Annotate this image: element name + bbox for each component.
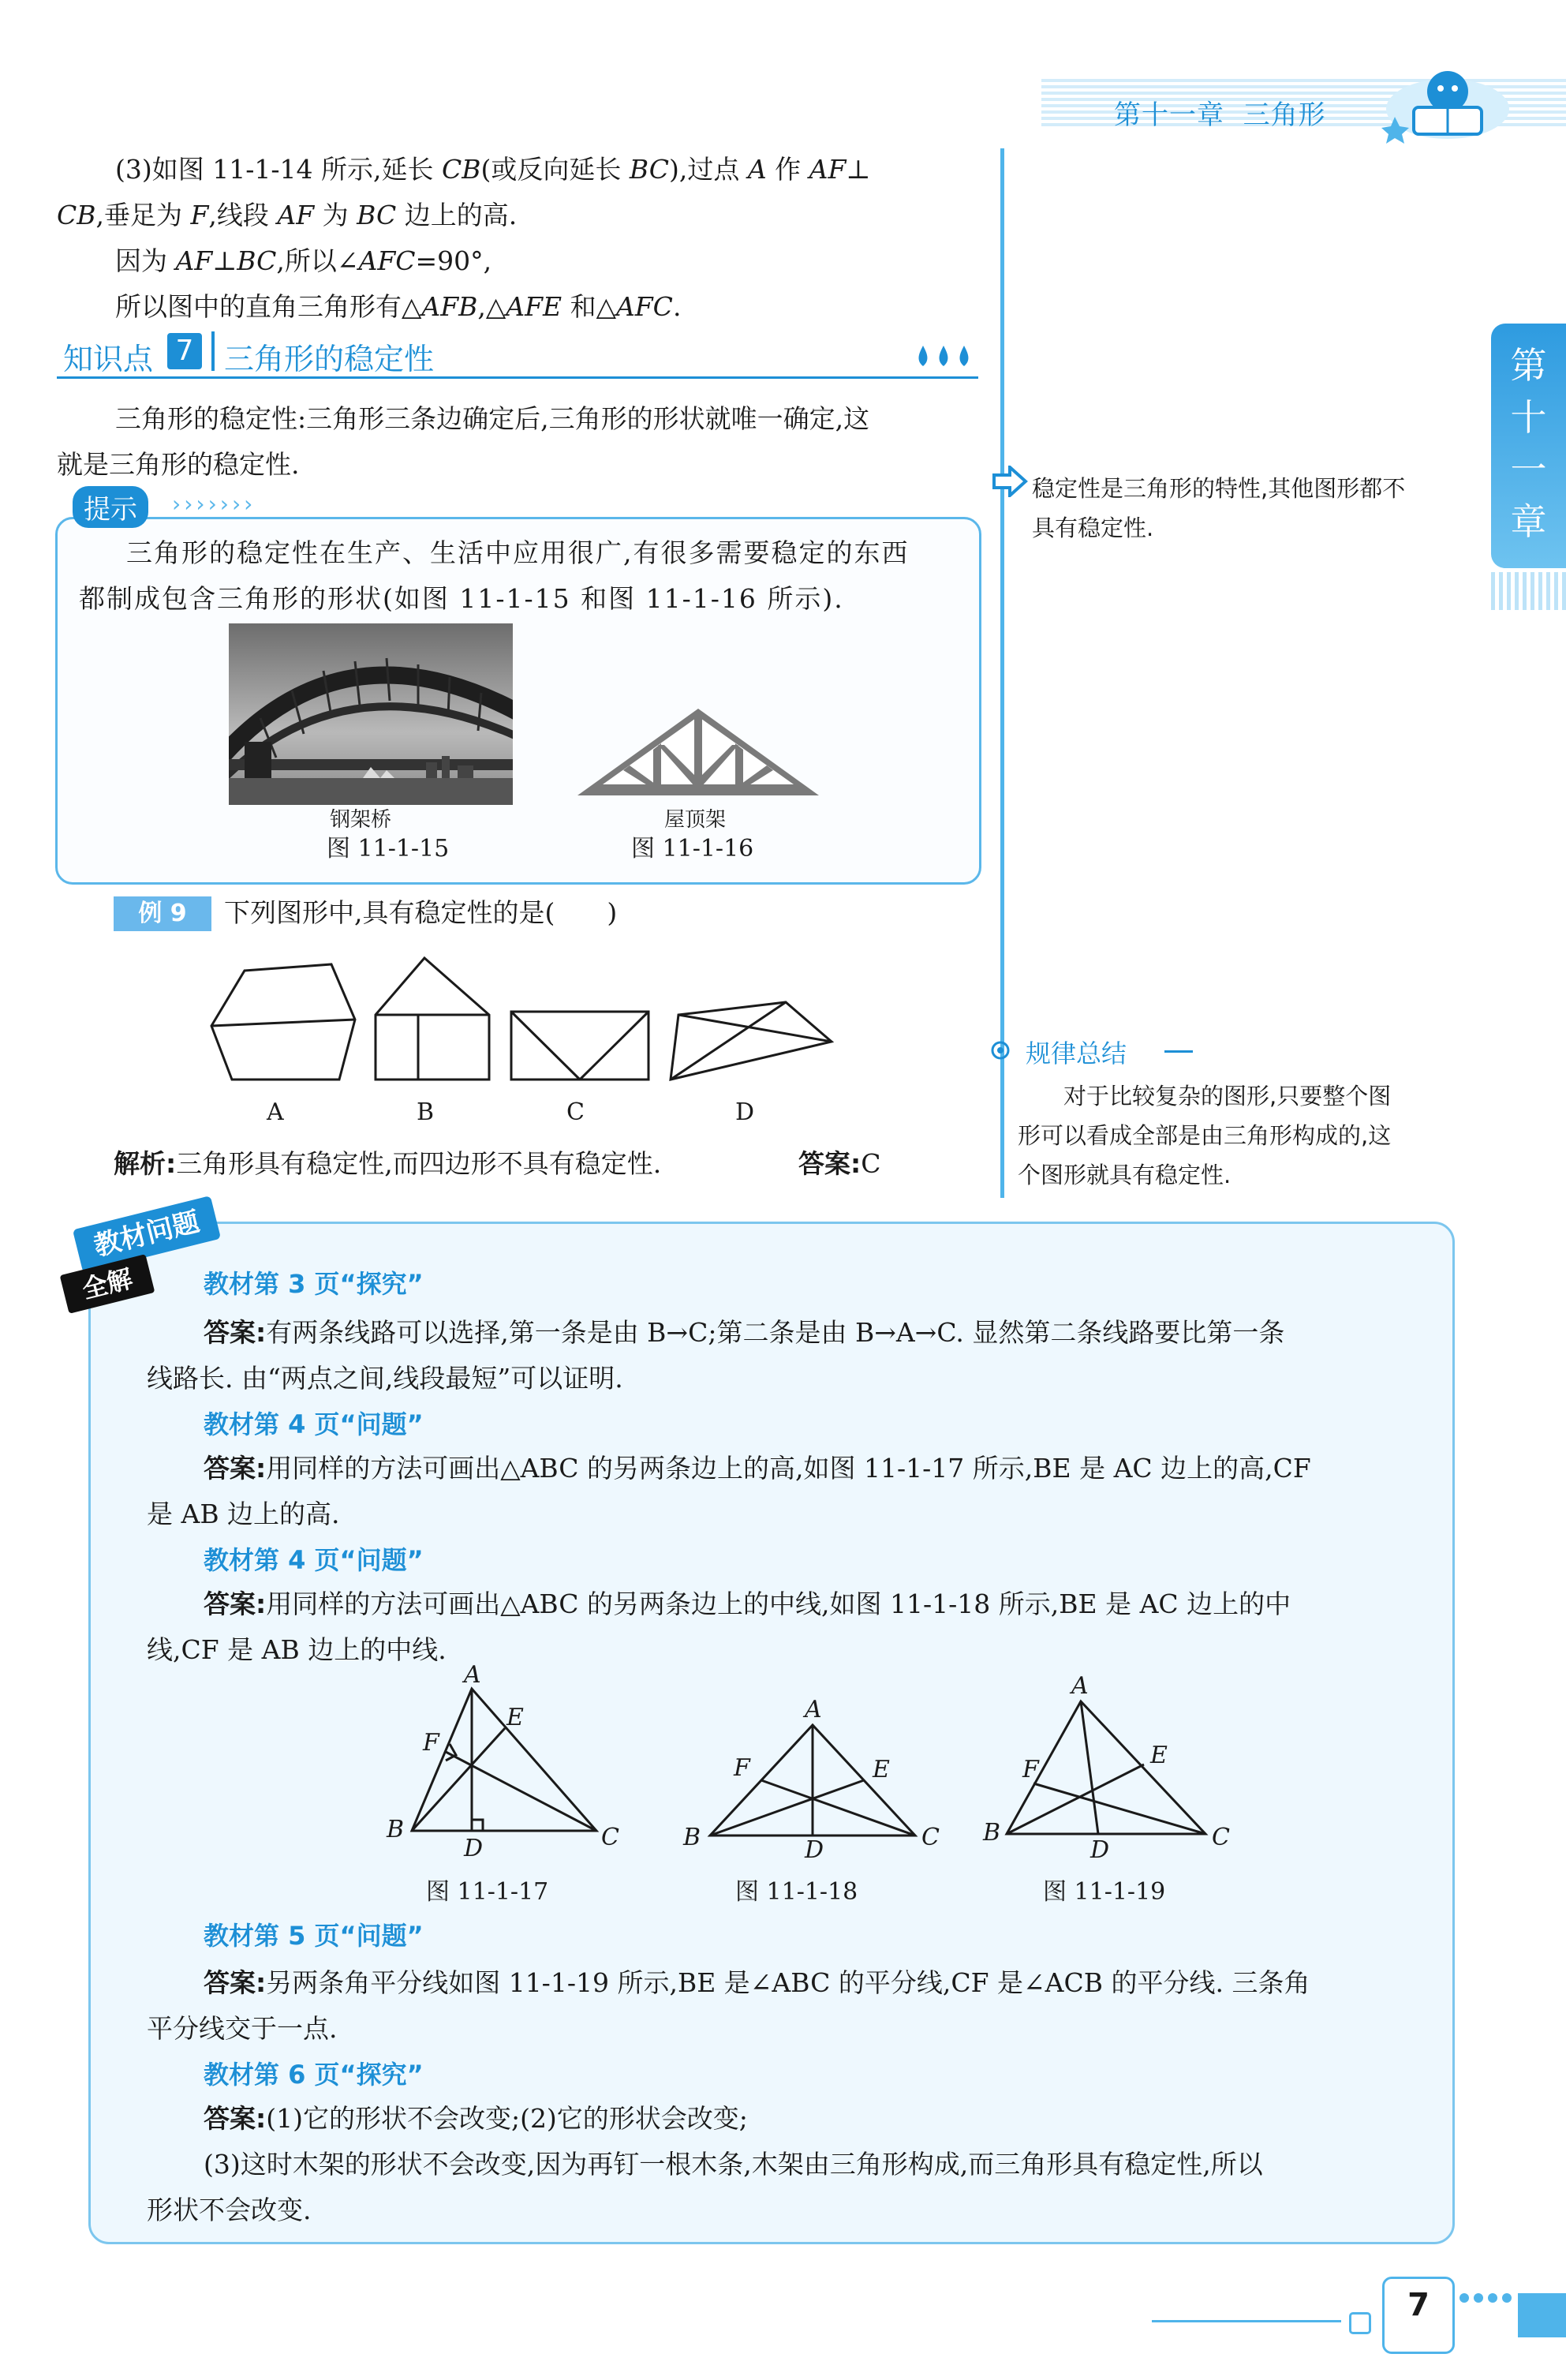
reading-mascot-icon [1373,62,1523,144]
option-c-label: C [566,1098,585,1126]
fig17-label-f: F [423,1729,439,1757]
rule-text-line: 形可以看成全部是由三角形构成的,这 [1018,1122,1392,1149]
photo-figure-number: 图 11-1-15 [327,835,450,863]
fig17-label-a: A [464,1665,481,1689]
text-line-1: (3)如图 11-1-14 所示,延长 CB(或反向延长 BC),过点 A 作 AF⊥ [115,154,871,185]
section-title-p3: 教材第 3 页“探究” [204,1269,424,1299]
fig19-label-f: F [1022,1756,1039,1783]
knowledge-point-number: 7 [167,333,202,369]
textbook-badge: 教材问题 [73,1196,221,1273]
option-b-label: B [417,1098,435,1126]
example-label: 例 9 [114,896,211,931]
fig17-label-e: E [506,1704,524,1731]
photo-caption: 钢架桥 [330,808,392,832]
section-p6-line-3: 形状不会改变. [147,2195,312,2225]
analysis-text: 三角形具有稳定性,而四边形不具有稳定性. [176,1148,662,1179]
rule-title: 规律总结 [1026,1038,1127,1068]
fig18-label-e: E [873,1756,890,1783]
example-answer [798,1141,880,1187]
fig17-label-b: B [387,1816,405,1843]
roof-truss-diagram [576,704,820,799]
chapter-tab-char: 章 [1510,500,1547,543]
arrow-right-icon [991,466,1029,497]
section-p5-line-1: 答案:另两条角平分线如图 11-1-19 所示,BE 是∠ABC 的平分线,CF 是∠ACB 的平分线. 三条角 [204,1967,1310,1998]
text-line-4: 所以图中的直角三角形有△AFB,△AFE 和△AFC. [115,291,682,322]
section-p4b-line-1: 答案:用同样的方法可画出△ABC 的另两条边上的中线,如图 11-1-18 所示,BE 是 AC 边上的中 [204,1589,1291,1619]
chapter-tab[interactable] [1491,324,1566,568]
heading-separator [211,331,215,371]
figure-11-1-19-caption: 图 11-1-19 [1043,1878,1166,1906]
section-p6-line-2: (3)这时木架的形状不会改变,因为再钉一根木条,木架由三角形构成,而三角形具有稳定性,所以 [204,2149,1263,2180]
section-title-p6: 教材第 6 页“探究” [204,2060,424,2090]
knowledge-point-heading [57,331,978,374]
fig17-label-c: C [601,1824,619,1851]
section-p6-line-1: 答案:(1)它的形状不会改变;(2)它的形状会改变; [204,2103,748,2134]
sidebar-note-line: 稳定性是三角形的特性,其他图形都不 [1032,475,1406,502]
fig17-label-d: D [464,1835,484,1862]
definition-line-2: 就是三角形的稳定性. [57,449,300,480]
hint-line-2: 都制成包含三角形的形状(如图 11-1-15 和图 11-1-16 所示). [79,583,844,614]
hint-arrows-icon: ››››››› [172,491,256,517]
sidebar-note [1032,469,1405,548]
chapter-tab-char: 十 [1510,396,1547,439]
footer-dots-icon [1458,2290,1566,2337]
chapter-label: 第十一章 [1114,99,1224,131]
truss-caption: 屋顶架 [664,808,727,832]
knowledge-point-label: 知识点 [63,342,154,376]
text-line-3: 因为 AF⊥BC,所以∠AFC=90°, [115,245,492,276]
chapter-name: 三角形 [1243,99,1326,131]
fig19-label-e: E [1150,1742,1168,1769]
footer-square-icon [1349,2312,1371,2334]
section-title-p4-altitudes: 教材第 4 页“问题” [204,1409,424,1439]
figure-11-1-18-caption: 图 11-1-18 [735,1878,858,1906]
analysis-label: 解析: [114,1148,177,1179]
footer-line [1152,2320,1341,2322]
example-question: 下列图形中,具有稳定性的是( ) [224,897,618,928]
fig19-label-c: C [1212,1824,1230,1851]
fig19-label-a: A [1071,1672,1089,1700]
chapter-tab-char: 一 [1510,448,1547,491]
section-p3-line-2: 线路长. 由“两点之间,线段最短”可以证明. [147,1363,623,1394]
heading-underline [57,376,978,379]
fig18-label-f: F [734,1754,750,1782]
rule-title-dash [1164,1050,1193,1053]
sidebar-note-line: 具有稳定性. [1032,515,1154,541]
flame-rating-icon [914,342,977,368]
chapter-title [1114,93,1326,132]
example-answer-label: 答案: [798,1148,861,1179]
chapter-tab-char: 第 [1510,344,1547,387]
analysis-line [114,1141,661,1187]
definition-line-1: 三角形的稳定性:三角形三条边确定后,三角形的形状就唯一确定,这 [115,403,870,434]
rule-text-line: 对于比较复杂的图形,只要整个图 [1063,1083,1392,1110]
section-p3-line-1: 答案:有两条线路可以选择,第一条是由 B→C;第二条是由 B→A→C. 显然第二条线路要比第一条 [204,1317,1285,1348]
fig18-label-c: C [921,1824,940,1851]
option-a-label: A [267,1098,284,1126]
section-p4b-line-2: 线,CF 是 AB 边上的中线. [147,1634,447,1665]
fig18-label-d: D [805,1836,824,1864]
section-title-p4-medians: 教材第 4 页“问题” [204,1545,424,1575]
example-answer-value: C [861,1148,881,1179]
section-title-p5: 教材第 5 页“问题” [204,1921,424,1951]
rule-text [1018,1076,1391,1195]
fig19-label-d: D [1090,1836,1110,1864]
steel-bridge-photo [229,623,513,805]
fig18-label-b: B [683,1824,701,1851]
fig18-label-a: A [805,1696,822,1723]
truss-figure-number: 图 11-1-16 [631,835,754,863]
section-p5-line-2: 平分线交于一点. [147,2013,338,2044]
rule-text-line: 个图形就具有稳定性. [1018,1162,1231,1188]
figure-11-1-17-caption: 图 11-1-17 [426,1878,549,1906]
section-p4a-line-2: 是 AB 边上的高. [147,1499,340,1529]
bullet-target-icon [988,1038,1019,1062]
textbook-badge-sub: 全解 [60,1254,155,1314]
text-line-2: CB,垂足为 F,线段 AF 为 BC 边上的高. [57,200,518,230]
triangle-figures [371,1665,1278,1894]
fig19-label-b: B [983,1819,1001,1847]
hint-label: 提示 [73,486,148,528]
option-d-label: D [735,1098,755,1126]
knowledge-point-title: 三角形的稳定性 [224,342,435,376]
tab-stripe [1491,572,1566,610]
hint-line-1: 三角形的稳定性在生产、生活中应用很广,有很多需要稳定的东西 [126,537,910,568]
section-p4a-line-1: 答案:用同样的方法可画出△ABC 的另两条边上的高,如图 11-1-17 所示,BE 是 AC 边上的高,CF [204,1453,1311,1484]
page-number: 7 [1407,2287,1430,2323]
